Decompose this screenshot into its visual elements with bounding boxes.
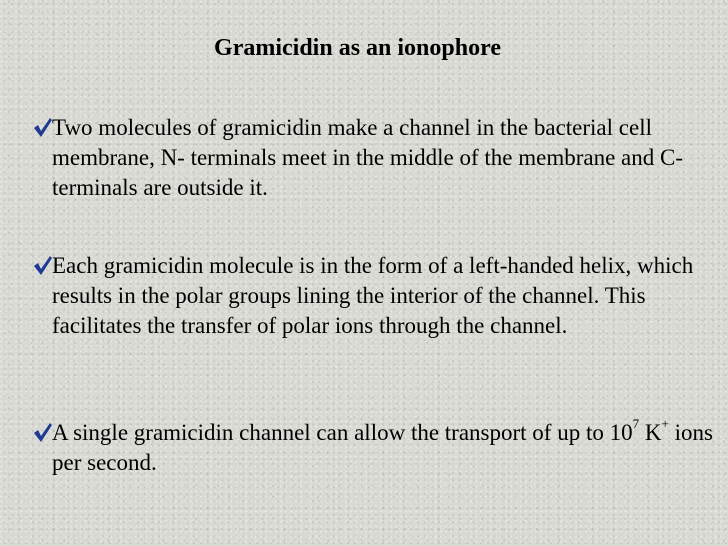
checkmark-icon — [33, 421, 53, 443]
bullet-item — [33, 418, 713, 478]
checkmark-icon — [33, 116, 53, 138]
bullet-text: Two molecules of gramicidin make a channel in the bacterial cell membrane, N- terminals meet in the middle of the membrane and C-terminals are outside it. — [52, 115, 684, 200]
exponent: 7 — [632, 416, 640, 432]
bullet-text-after: ions per second. — [52, 420, 713, 475]
slide-title: Gramicidin as an ionophore — [214, 35, 501, 61]
bullet-text: Each gramicidin molecule is in the form of a left-handed helix, which results in the polar groups lining the interior of the channel. This facilitates the transfer of polar ions through the channel. — [52, 253, 694, 338]
bullet-text-before: A single gramicidin channel can allow the transport of up to 10 — [52, 420, 633, 445]
ion-charge: + — [661, 416, 669, 432]
bullet-text — [52, 418, 713, 478]
bullet-item — [33, 251, 713, 341]
ion-symbol: K — [639, 420, 662, 445]
bullet-item — [33, 113, 713, 203]
checkmark-icon — [33, 254, 53, 276]
